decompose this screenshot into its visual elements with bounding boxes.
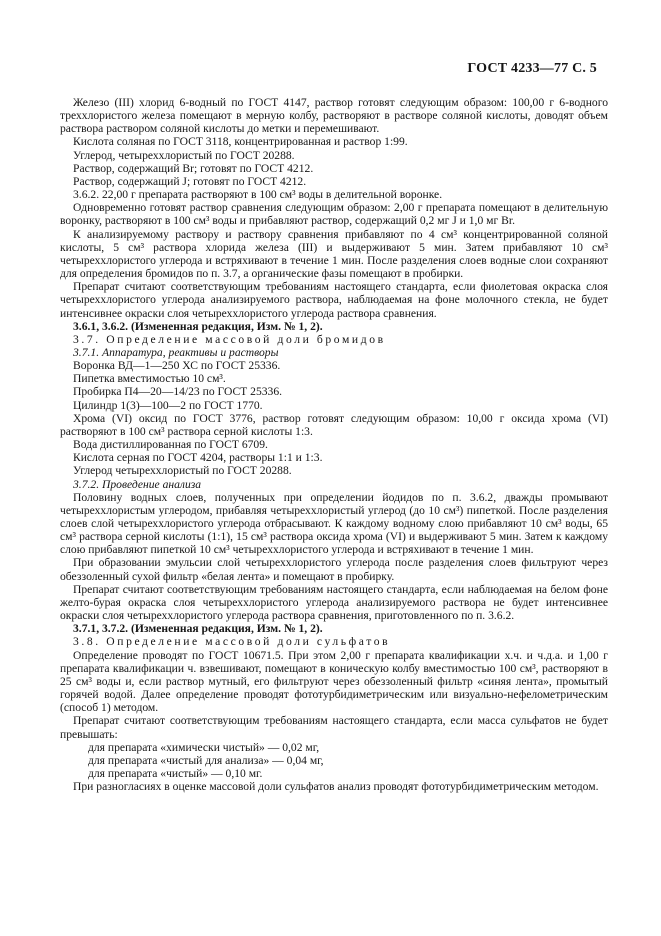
paragraph-iron-chloride: Железо (III) хлорид 6-водный по ГОСТ 4147, раствор готовят следующим образом: 100,00 г 6-водного треххлористого железа помещают в мерную колбу, растворяют в растворе соляной кислоты, доводят объем раствора раствором соляной кислоты до метки и перемешивают. xyxy=(60,96,608,136)
paragraph-reference-solution: Одновременно готовят раствор сравнения следующим образом: 2,00 г препарата помещают в делительную воронку, растворяют в 100 см³ воды и прибавляют раствор, содержащий 0,2 мг J и 1,0 мг Br. xyxy=(60,201,608,228)
paragraph-cylinder: Цилиндр 1(3)—100—2 по ГОСТ 1770. xyxy=(73,398,263,412)
paragraph-aqueous-layers: Половину водных слоев, полученных при определении йодидов по п. 3.6.2, дважды промывают четыреххлористым углеродом, прибавляя четыреххлористый углерод (до 10 см³) пипеткой. После разделения слоев слой четыреххлористого углерода отбрасывают. К каждому водному слою прибавляют 10 см³ воды, 65 см³ раствора серной кислоты (1:1), 15 см³ раствора оксида хрома (VI) и выдерживают 5 мин. Затем к каждому слою прибавляют пипеткой 10 см³ четыреххлористого углерода и встряхивают в течение 1 мин. xyxy=(60,490,608,557)
list-item-chemically-pure: для препарата «химически чистый» — 0,02 мг, xyxy=(88,740,320,754)
amendment-note-1: 3.6.1, 3.6.2. (Измененная редакция, Изм. № 1, 2). xyxy=(73,319,323,333)
paragraph-solution-br: Раствор, содержащий Br; готовят по ГОСТ 4212. xyxy=(73,161,314,175)
paragraph-3-6-2: 3.6.2. 22,00 г препарата растворяют в 100 см³ воды в делительной воронке. xyxy=(73,188,443,202)
paragraph-chromium-oxide: Хрома (VI) оксид по ГОСТ 3776, раствор готовят следующим образом: 10,00 г оксида хрома (VI) растворяют в 100 см³ раствора серной кислоты 1:3. xyxy=(60,411,608,438)
paragraph-hydrochloric-acid: Кислота соляная по ГОСТ 3118, концентрированная и раствор 1:99. xyxy=(73,135,408,149)
paragraph-add-acid: К анализируемому раствору и раствору сравнения прибавляют по 4 см³ концентрированной соляной кислоты, 5 см³ раствора хлорида железа (III) и выдерживают 5 мин. Затем прибавляют 10 см³ четыреххлористого углерода и встряхивают в течение 1 мин. После разделения слоев водные слои сохраняют для определения бромидов по п. 3.7, а органические фазы помещают в пробирки. xyxy=(60,227,608,281)
subsection-heading-procedure: 3.7.2. Проведение анализа xyxy=(73,477,202,491)
page-header: ГОСТ 4233—77 С. 5 xyxy=(467,61,597,76)
paragraph-distilled-water: Вода дистиллированная по ГОСТ 6709. xyxy=(73,438,268,452)
list-item-analytical-grade: для препарата «чистый для анализа» — 0,04 мг, xyxy=(88,753,324,767)
paragraph-bromide-criterion: Препарат считают соответствующим требованиям настоящего стандарта, если наблюдаемая на белом фоне желто-бурая окраска слоя четыреххлористого углерода анализируемого раствора не будет интенсивнее окраски слоя четыреххлористого углерода раствора сравнения, приготовленного по п. 3.6.2. xyxy=(60,582,608,623)
section-heading-bromides: 3.7. Определение массовой доли бромидов xyxy=(73,332,386,346)
paragraph-sulfate-method: Определение проводят по ГОСТ 10671.5. При этом 2,00 г препарата квалификации х.ч. и ч.д.а. и 1,00 г препарата квалификации ч. взвешивают, помещают в коническую колбу вместимостью 100 см³, растворяют в 25 см³ воды и, если раствор мутный, его фильтруют через обеззоленный фильтр «синяя лента», промытый горячей водой. Далее определение проводят фототурбидиметрическим или визуально-нефелометрическим (способ 1) методом. xyxy=(60,648,608,715)
paragraph-sulfate-criterion: Препарат считают соответствующим требованиям настоящего стандарта, если масса сульфатов не будет превышать: xyxy=(60,714,608,741)
paragraph-carbon-tetrachloride: Углерод, четыреххлористый по ГОСТ 20288. xyxy=(73,148,295,162)
amendment-note-2: 3.7.1, 3.7.2. (Измененная редакция, Изм. № 1, 2). xyxy=(73,622,323,636)
paragraph-solution-j: Раствор, содержащий J; готовят по ГОСТ 4212. xyxy=(73,174,307,188)
paragraph-pipette: Пипетка вместимостью 10 см³. xyxy=(73,372,226,386)
paragraph-iodide-criterion: Препарат считают соответствующим требованиям настоящего стандарта, если фиолетовая окраска слоя четыреххлористого углерода анализируемого раствора, наблюдаемая на фоне молочного стекла, не будет интенсивнее окраски слоя четыреххлористого углерода раствора сравнения. xyxy=(60,280,608,320)
paragraph-test-tube: Пробирка П4—20—14/23 по ГОСТ 25336. xyxy=(73,385,283,399)
paragraph-disagreement: При разногласиях в оценке массовой доли сульфатов анализ проводят фототурбидиметрическим методом. xyxy=(73,780,599,794)
document-body xyxy=(60,96,608,793)
paragraph-funnel: Воронка ВД—1—250 ХС по ГОСТ 25336. xyxy=(73,359,281,373)
section-heading-sulfates: 3.8. Определение массовой доли сульфатов xyxy=(73,635,391,649)
list-item-pure: для препарата «чистый» — 0,10 мг. xyxy=(88,766,263,780)
paragraph-sulfuric-acid: Кислота серная по ГОСТ 4204, растворы 1:1 и 1:3. xyxy=(73,451,323,465)
paragraph-emulsion: При образовании эмульсии слой четыреххлористого углерода после разделения слоев фильтруют через обеззоленный сухой фильтр «белая лента» и помещают в пробирку. xyxy=(60,556,608,583)
paragraph-carbon-tetrachloride-2: Углерод четыреххлористый по ГОСТ 20288. xyxy=(73,464,292,478)
subsection-heading-apparatus: 3.7.1. Аппаратура, реактивы и растворы xyxy=(73,345,279,359)
